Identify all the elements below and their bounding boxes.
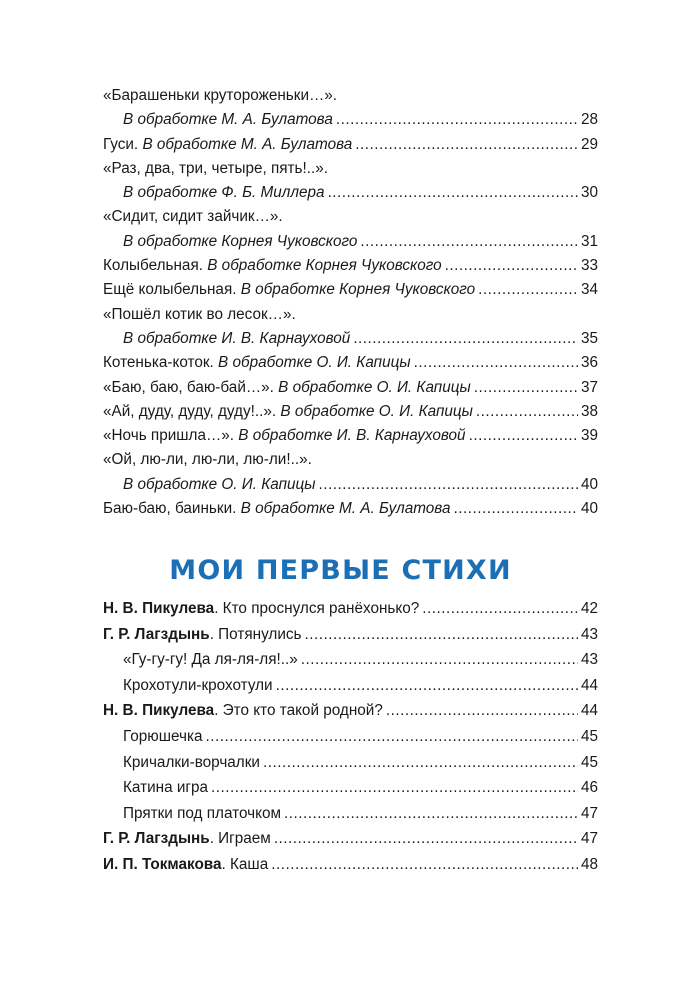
dot-leader xyxy=(274,826,578,852)
toc-entry xyxy=(103,303,598,327)
entry-author: Н. В. Пикулева xyxy=(103,600,215,617)
toc-entry xyxy=(103,826,598,852)
entry-title: «Сидит, сидит зайчик…». xyxy=(103,208,283,226)
dot-leader xyxy=(276,673,578,699)
toc-entry xyxy=(103,622,598,648)
page-number: 45 xyxy=(580,727,598,745)
toc-entry xyxy=(103,424,598,448)
entry-title: Катина игра xyxy=(123,779,208,797)
toc-entry xyxy=(103,673,598,699)
entry-title: Гуси. xyxy=(103,135,143,153)
entry-title: . Кто проснулся ранёхонько? xyxy=(214,600,420,617)
toc-section-first-poems xyxy=(103,596,598,878)
toc-entry xyxy=(103,108,598,132)
page-number: 39 xyxy=(580,427,598,445)
page-number: 38 xyxy=(580,402,598,420)
toc-entry xyxy=(103,724,598,750)
entry-adaptation: В обработке Корнея Чуковского xyxy=(123,232,358,250)
toc-entry xyxy=(103,278,598,302)
dot-leader xyxy=(211,775,578,801)
entry-title: «Ночь пришла…». xyxy=(103,427,239,445)
dot-leader xyxy=(386,698,578,724)
toc-entry xyxy=(103,448,598,472)
page-number: 47 xyxy=(580,830,598,848)
entry-title: Кричалки-ворчалки xyxy=(123,753,260,771)
entry-title: Прятки под платочком xyxy=(123,804,281,822)
entry-adaptation: В обработке О. И. Капицы xyxy=(280,402,473,420)
toc-entry xyxy=(103,376,598,400)
toc-entry xyxy=(103,205,598,229)
toc-entry xyxy=(103,230,598,254)
dot-leader xyxy=(360,230,578,254)
dot-leader xyxy=(478,278,578,302)
entry-title: Крохотули-крохотули xyxy=(123,676,273,694)
page-number: 35 xyxy=(580,329,598,347)
toc-entry xyxy=(103,775,598,801)
page-number: 33 xyxy=(580,257,598,275)
entry-title: Баю-баю, баиньки. xyxy=(103,500,241,518)
dot-leader xyxy=(414,351,578,375)
entry-author: Г. Р. Лагздынь xyxy=(103,625,210,643)
page-number: 37 xyxy=(580,378,598,396)
toc-entry xyxy=(103,157,598,181)
dot-leader xyxy=(284,801,578,827)
page-number: 47 xyxy=(580,804,598,822)
entry-title: «Гу-гу-гу! Да ля-ля-ля!..» xyxy=(123,651,298,669)
toc-entry xyxy=(103,400,598,424)
toc-entry xyxy=(103,698,598,724)
page-number: 44 xyxy=(580,676,598,694)
section-heading: МОИ ПЕРВЫЕ СТИХИ xyxy=(169,555,512,586)
page-number: 45 xyxy=(580,753,598,771)
toc-entry xyxy=(103,473,598,497)
page-number: 46 xyxy=(580,779,598,797)
entry-adaptation: В обработке О. И. Капицы xyxy=(218,354,411,372)
dot-leader xyxy=(301,647,578,673)
entry-adaptation: В обработке Ф. Б. Миллера xyxy=(123,184,325,202)
page-number: 30 xyxy=(580,184,598,202)
dot-leader xyxy=(319,473,578,497)
entry-title: «Баю, баю, баю-бай…». xyxy=(103,378,279,396)
toc-entry xyxy=(103,133,598,157)
entry-title: «Раз, два, три, четыре, пять!..». xyxy=(103,159,329,177)
dot-leader xyxy=(353,327,578,351)
page-number: 40 xyxy=(580,500,598,518)
entry-title: . Потянулись xyxy=(209,625,302,643)
toc-entry xyxy=(103,327,598,351)
dot-leader xyxy=(328,181,578,205)
dot-leader xyxy=(476,400,578,424)
toc-entry xyxy=(103,84,598,108)
dot-leader xyxy=(453,497,578,521)
entry-adaptation: В обработке Корнея Чуковского xyxy=(240,281,476,299)
page-number: 29 xyxy=(580,135,598,153)
dot-leader xyxy=(355,133,578,157)
page-number: 42 xyxy=(580,600,598,617)
toc-entry xyxy=(103,596,598,622)
dot-leader xyxy=(469,424,578,448)
entry-author: Г. Р. Лагздынь xyxy=(103,830,210,848)
toc-section-folk xyxy=(103,84,598,521)
toc-entry xyxy=(103,181,598,205)
toc-entry xyxy=(103,497,598,521)
page-number: 36 xyxy=(580,354,598,372)
entry-adaptation: В обработке Корнея Чуковского xyxy=(207,257,442,275)
entry-author: Н. В. Пикулева xyxy=(103,702,215,720)
page-number: 28 xyxy=(580,111,598,129)
entry-adaptation: В обработке М. А. Булатова xyxy=(240,500,451,518)
entry-title: . Это кто такой родной? xyxy=(214,702,383,720)
page-number: 31 xyxy=(580,232,598,250)
entry-adaptation: В обработке И. В. Карнауховой xyxy=(238,427,466,445)
page-number: 34 xyxy=(580,281,598,299)
toc-entry xyxy=(103,254,598,278)
toc-entry xyxy=(103,351,598,375)
entry-title: Ещё колыбельная. xyxy=(103,281,241,299)
entry-title: «Барашеньки крутороженьки…». xyxy=(103,87,338,104)
dot-leader xyxy=(422,596,578,622)
entry-adaptation: В обработке И. В. Карнауховой xyxy=(123,329,351,347)
entry-adaptation: В обработке М. А. Булатова xyxy=(142,135,353,153)
dot-leader xyxy=(263,750,578,776)
entry-title: Горюшечка xyxy=(123,727,203,745)
page-number: 40 xyxy=(580,475,598,493)
entry-adaptation: В обработке М. А. Булатова xyxy=(123,111,333,129)
toc-entry xyxy=(103,647,598,673)
entry-title: «Ай, дуду, дуду, дуду!..». xyxy=(103,402,281,420)
entry-title: Котенька-коток. xyxy=(103,354,219,372)
page-number: 43 xyxy=(580,625,598,643)
entry-title: «Ой, лю-ли, лю-ли, лю-ли!..». xyxy=(103,451,312,469)
dot-leader xyxy=(445,254,578,278)
dot-leader xyxy=(474,376,578,400)
entry-title: . Играем xyxy=(209,830,271,848)
toc-entry xyxy=(103,852,598,878)
entry-title: Колыбельная. xyxy=(103,257,208,275)
entry-adaptation: В обработке О. И. Капицы xyxy=(123,475,316,493)
dot-leader xyxy=(206,724,578,750)
entry-title: «Пошёл котик во лесок…». xyxy=(103,305,296,323)
toc-entry xyxy=(103,750,598,776)
dot-leader xyxy=(271,852,578,878)
toc-entry xyxy=(103,801,598,827)
entry-author: И. П. Токмакова xyxy=(103,855,222,873)
entry-adaptation: В обработке О. И. Капицы xyxy=(278,378,471,396)
page-number: 43 xyxy=(580,651,598,669)
dot-leader xyxy=(336,108,578,132)
page-number: 48 xyxy=(580,855,598,873)
page-number: 44 xyxy=(580,702,598,720)
dot-leader xyxy=(305,622,578,648)
entry-title: . Каша xyxy=(221,855,269,873)
